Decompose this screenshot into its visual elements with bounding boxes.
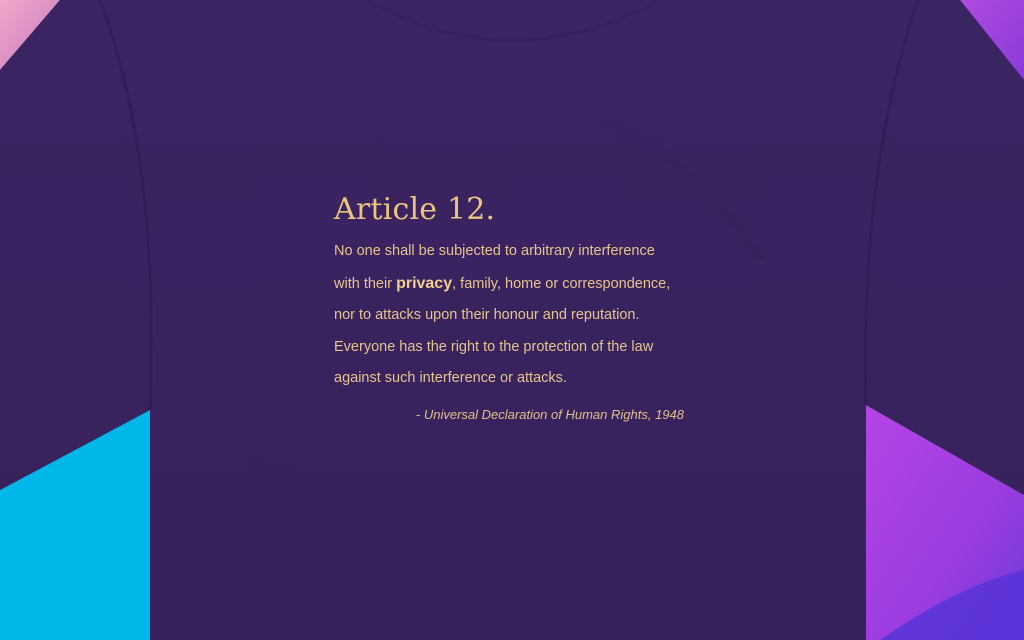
privacy-emphasis: privacy [396, 274, 453, 292]
print-attribution: - Universal Declaration of Human Rights, 1948 [415, 406, 684, 422]
print-line-4: Everyone has the right to the protection of the law [334, 338, 654, 355]
print-line-2: with their privacy, family, home or correspondence, [334, 274, 671, 292]
shirt-print [334, 190, 694, 422]
print-line-5: against such interference or attacks. [334, 370, 567, 386]
print-title: Article 12. [334, 192, 496, 227]
print-line-1: No one shall be subjected to arbitrary interference [334, 243, 655, 259]
print-line-3: nor to attacks upon their honour and reputation. [334, 307, 640, 323]
